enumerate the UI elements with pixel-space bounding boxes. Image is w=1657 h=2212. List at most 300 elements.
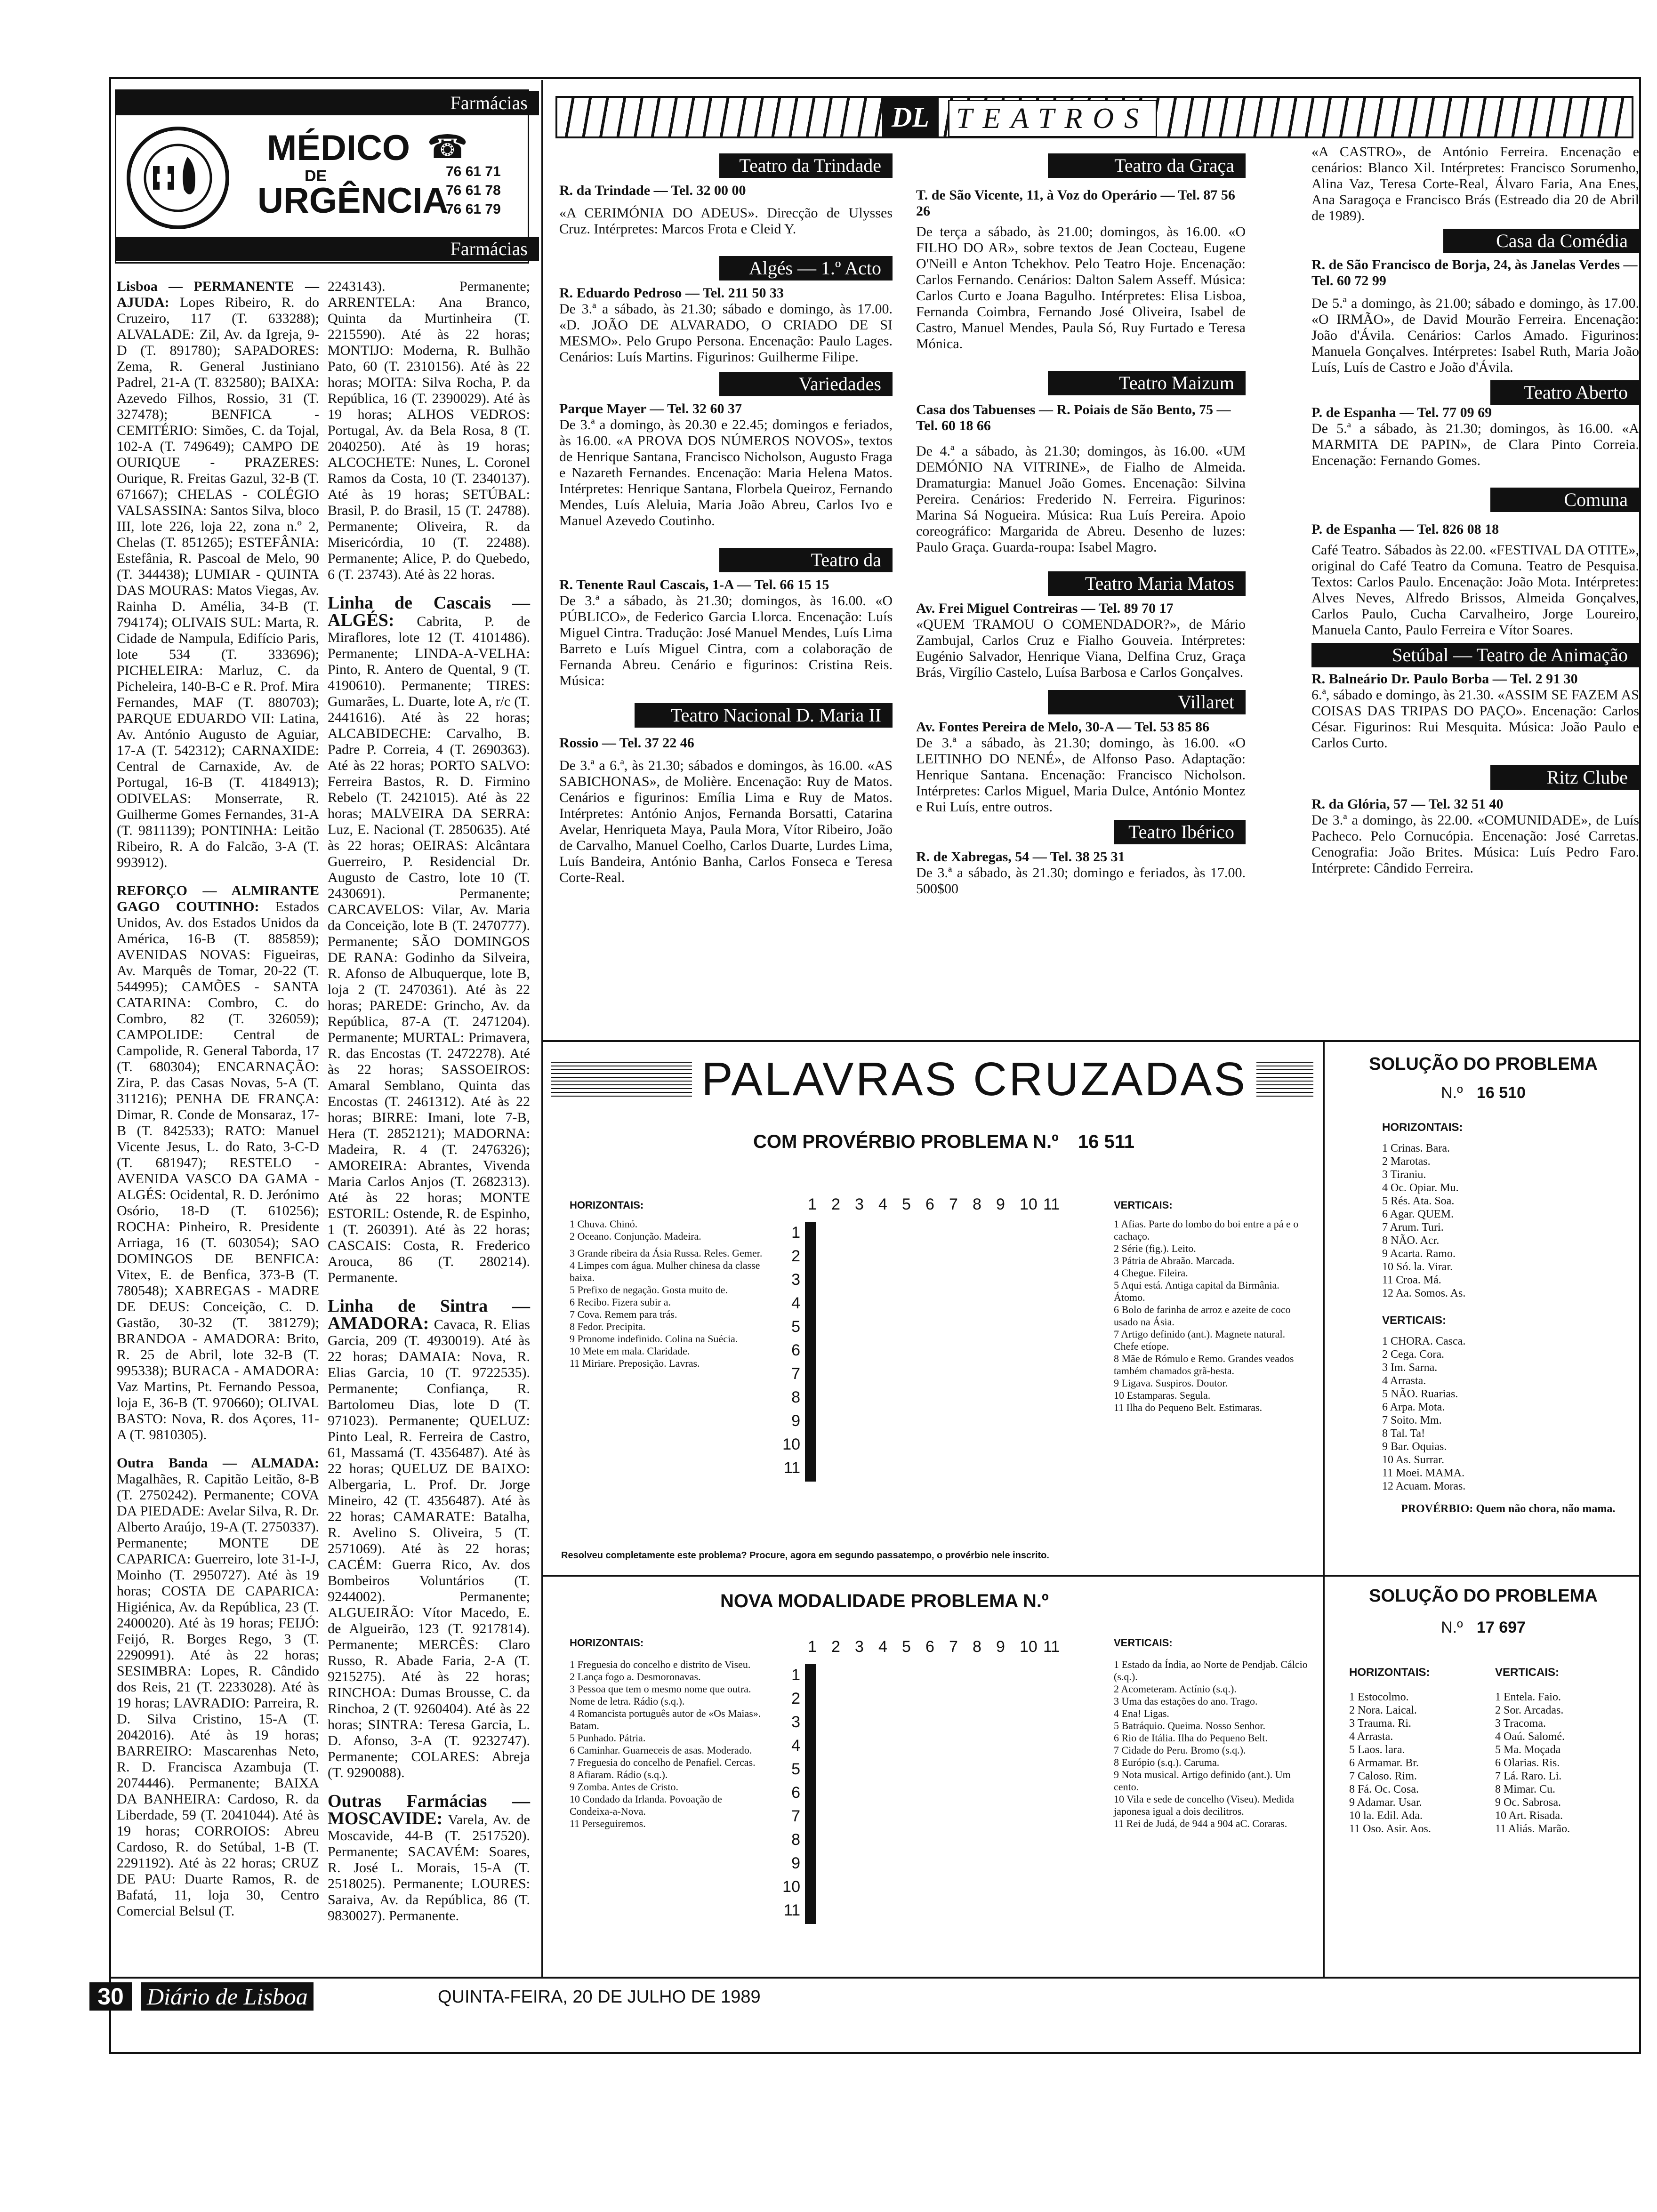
theatre-listing <box>916 690 1246 815</box>
theatre-address: Rossio — Tel. 37 22 46 <box>559 735 694 751</box>
grid-col-number: 6 <box>925 1638 934 1656</box>
grid-row <box>805 1363 816 1387</box>
clue: 11 Rei de Judá, de 944 a 904 aC. Coraras. <box>1114 1818 1287 1829</box>
theatre-address: R. Eduardo Pedroso — Tel. 211 50 33 <box>559 285 784 301</box>
clue: 1 Freguesia do concelho e distrito de Viseu. <box>570 1659 751 1670</box>
theatre-header: Casa da Comédia <box>1443 229 1639 253</box>
theatre-address: R. da Glória, 57 — Tel. 32 51 40 <box>1311 796 1504 812</box>
clue: 5 Prefixo de negação. Gosta muito de. <box>570 1284 728 1296</box>
grid-row-number: 4 <box>791 1294 800 1312</box>
grid-col-number: 5 <box>902 1638 911 1656</box>
grid-row-number: 3 <box>791 1713 800 1731</box>
theatre-listing <box>916 371 1246 555</box>
solution-line: 1 Crinas. Bara. <box>1382 1142 1450 1154</box>
footer-bar <box>109 1977 1641 1979</box>
clue: 3 Uma das estações do ano. Trago. <box>1114 1695 1258 1707</box>
grid-col-number: 11 <box>1043 1638 1060 1656</box>
solution-line: 1 Estocolmo. <box>1349 1691 1409 1703</box>
clue: 5 Punhado. Pátria. <box>570 1732 646 1744</box>
grid-cell[interactable] <box>815 1900 816 1923</box>
clue: 6 Caminhar. Guarneceis de asas. Moderado. <box>570 1744 752 1756</box>
solution-line: 7 Lá. Raro. Li. <box>1495 1770 1562 1782</box>
grid-cell[interactable] <box>815 1434 816 1458</box>
solution-1-number <box>1330 1084 1636 1102</box>
solution-line: 11 Oso. Asir. Aos. <box>1349 1823 1431 1835</box>
theatre-column-3 <box>1311 144 1639 876</box>
crossword-1-footer: Resolveu completamente este problema? Procure, agora em segundo passatempo, o provérbio nele inscrito. <box>561 1550 1049 1561</box>
clue: 10 Estamparas. Segula. <box>1114 1389 1211 1401</box>
column-divider <box>541 80 543 1977</box>
theatre-listing <box>1311 643 1639 751</box>
grid-row <box>805 1735 816 1759</box>
theatre-body: De 3.ª a sábado, às 21.30; sábado e domingo, às 17.00. «D. JOÃO DE ALVARADO, O CRIADO DE SI MESMO». Pelo Grupo Persona. Encenação: Paulo Lages. Cenários: Luís Martins. Figurinos: Guilherme Filipe. <box>559 301 893 365</box>
solution-1-verticals <box>1382 1314 1636 1493</box>
solution-heading: HORIZONTAIS: <box>1349 1666 1430 1679</box>
teatros-title: TEATROS <box>948 100 1157 137</box>
grid-row <box>805 1246 816 1269</box>
grid-cell[interactable] <box>815 1363 816 1387</box>
solution-line: 6 Armamar. Br. <box>1349 1757 1419 1769</box>
grid-row-number: 6 <box>791 1341 800 1359</box>
clue: 11 Perseguiremos. <box>570 1818 646 1829</box>
theatre-address: R. de Xabregas, 54 — Tel. 38 25 31 <box>916 849 1125 865</box>
crossword-divider <box>543 1575 1640 1577</box>
theatre-address: Parque Mayer — Tel. 32 60 37 <box>559 401 742 417</box>
grid-row <box>805 1900 816 1923</box>
clue: 8 Afiaram. Rádio (s.q.). <box>570 1769 668 1780</box>
theatre-body: 6.ª, sábado e domingo, às 21.30. «ASSIM SE FAZEM AS COISAS DAS TRIPAS DO PAÇO». Encenação: Carlos César. Figurinos: Rui Mesquita. Música: João Paulo e Carlos Curto. <box>1311 687 1639 751</box>
grid-col-number: 4 <box>878 1195 887 1213</box>
proverb-text: Quem não chora, não mama. <box>1476 1503 1616 1515</box>
solution-line: 10 Só. la. Virar. <box>1382 1261 1453 1273</box>
theatre-address: Av. Frei Miguel Contreiras — Tel. 89 70 17 <box>916 601 1174 616</box>
grid-row <box>805 1458 816 1481</box>
solution-line: 10 Art. Risada. <box>1495 1810 1563 1822</box>
crossword-1-vertical-clues <box>1114 1199 1311 1414</box>
grid-cell[interactable] <box>815 1712 816 1735</box>
grid-row <box>805 1387 816 1411</box>
solution-line: 10 As. Surrar. <box>1382 1454 1444 1466</box>
grid-row <box>805 1853 816 1876</box>
grid-row-number: 2 <box>791 1690 800 1707</box>
clue: 3 Pátria de Abraão. Marcada. <box>1114 1255 1235 1266</box>
theatre-header: Teatro Nacional D. Maria II <box>635 703 893 728</box>
theatre-listing <box>1311 380 1639 469</box>
grid-row <box>805 1411 816 1434</box>
solution-line: 3 Im. Sarna. <box>1382 1362 1438 1374</box>
pharmacy-column-1 <box>117 279 319 1920</box>
theatre-header: Teatro Maizum <box>1048 371 1246 395</box>
grid-row-number: 1 <box>791 1666 800 1684</box>
solution-heading: HORIZONTAIS: <box>1382 1121 1463 1134</box>
solution-line: 7 Arum. Turi. <box>1382 1221 1444 1234</box>
solution-heading: VERTICAIS: <box>1382 1314 1447 1327</box>
grid-col-number: 8 <box>973 1195 981 1213</box>
proverb-label: PROVÉRBIO: <box>1401 1503 1473 1515</box>
theatre-listing <box>916 820 1246 897</box>
grid-col-number: 9 <box>996 1195 1005 1213</box>
grid-col-number: 5 <box>902 1195 911 1213</box>
crossword-2-grid[interactable] <box>805 1664 816 1924</box>
clue: 4 Chegue. Fileira. <box>1114 1267 1188 1279</box>
theatre-listing <box>916 571 1246 681</box>
clue: 9 Nota musical. Artigo definido (ant.). Um cento. <box>1114 1769 1291 1793</box>
pharmacy-section-outra-banda: Outra Banda — ALMADA: Magalhães, R. Capitão Leitão, 8-B (T. 2750242). Permanente; COVA DA PIEDADE: Avelar Silva, R. Dr. Alberto Araújo, 19-A (T. 2750337). Permanente; MONTE DE CAPARICA: Guerreiro, lote 31-I-J, Moinho (T. 2950727). Até às 19 horas; COSTA DE CAPARICA: Higiénica, Av. da República, 23 (T. 2400020). Até às 19 horas; FEIJÓ: Feijó, R. Borges Rego, 3 (T. 2290991). Até às 22 horas; SESIMBRA: Lopes, R. Cândido dos Reis, 21 (T. 2233028). Até às 19 horas; LAVRADIO: Parreira, R. D. Silva Cristino, 15-A (T. 2042016). Até às 19 horas; BARREIRO: Mascarenhas Neto, R. D. Francisca Azambuja (T. 2074446). Permanente; BAIXA DA BANHEIRA: Cardoso, R. da Liberdade, 59 (T. 2041044). Até às 19 horas; CORROIOS: Abreu Cardoso, R. do Setúbal, 1-B (T. 2291192). Até às 22 horas; CRUZ DE PAU: Duarte Ramos, R. de Bafatá, 11, loja 30, Centro Comercial Belsul (T. <box>117 1455 319 1919</box>
theatre-listing <box>916 153 1246 352</box>
clinic-seal <box>124 124 232 232</box>
grid-col-number: 3 <box>855 1195 864 1213</box>
grid-cell[interactable] <box>815 1246 816 1269</box>
solution-line: 9 Oc. Sabrosa. <box>1495 1796 1561 1809</box>
theatre-listing <box>559 256 893 365</box>
clue: 9 Ligava. Suspiros. Doutor. <box>1114 1377 1228 1389</box>
clue: 8 Fedor. Precipita. <box>570 1321 646 1332</box>
pharmacy-section-reforco: REFORÇO — ALMIRANTE GAGO COUTINHO: Estados Unidos, Av. dos Estados Unidos da América, 16-B (T. 885859); AVENIDAS NOVAS: Figueiras, Av. Marquês de Tomar, 20-22 (T. 544995); CAMÕES - SANTA CATARINA: Combro, C. do Combro, 82 (T. 326059); CAMPOLIDE: Central de Campolide, R. General Taborda, 17 (T. 680304); ENCARNAÇÃO: Zira, P. das Casas Novas, 5-A (T. 311216); PENHA DE FRANÇA: Dimar, R. Conde de Monsaraz, 17-B (T. 842533); RATO: Manuel Vicente Jesus, L. do Rato, 3-C-D (T. 681947); RESTELO - AVENIDA VASCO DA GAMA - ALGÉS: Ocidental, R. D. Jerónimo Osório, 18-D (T. 610256); ROCHA: Pinheiro, R. Presidente Arriaga, 16 (T. 603054); SAO DOMINGOS DE BENFICA: Vitex, E. de Benfica, 373-B (T. 780548); XABREGAS - MADRE DE DEUS: Conceição, C. D. Gastão, 30-32 (T. 381279); BRANDOA - AMADORA: Brito, R. 25 de Abril, lote 32-B (T. 995338); BURACA - AMADORA: Vaz Martins, Pt. Fernando Pessoa, loja E, 36-B (T. 970660); OLIVAL BASTO: Nova, R. dos Açores, 11-A (T. 9810305). <box>117 883 319 1443</box>
solution-heading: VERTICAIS: <box>1495 1666 1560 1679</box>
theatre-body: «QUEM TRAMOU O COMENDADOR?», de Mário Zambujal, Carlos Cruz e Fialho Gouveia. Intérpretes: Eugénio Salvador, Henrique Viana, Delfina Cruz, Graça Brás, Virgílio Castelo, Luísa Barbosa e Carlos Gonçalves. <box>916 617 1246 680</box>
crossword-2-horizontal-clues <box>570 1637 767 1830</box>
grid-row-number: 2 <box>791 1247 800 1265</box>
clue: 6 Recibo. Fizera subir a. <box>570 1296 671 1308</box>
crossword-1-horizontal-clues <box>570 1199 767 1370</box>
grid-col-number: 2 <box>831 1195 840 1213</box>
teatros-banner <box>555 96 1633 138</box>
grid-cell[interactable] <box>815 1759 816 1782</box>
solution-line: 2 Sor. Arcadas. <box>1495 1704 1564 1716</box>
theatre-listing <box>1311 488 1639 638</box>
solution-line: 3 Tracoma. <box>1495 1717 1546 1730</box>
grid-row-number: 1 <box>791 1224 800 1242</box>
issue-date: QUINTA-FEIRA, 20 DE JULHO DE 1989 <box>438 1987 761 2007</box>
clue: 2 Série (fig.). Leito. <box>1114 1242 1196 1254</box>
grid-row-number: 4 <box>791 1737 800 1755</box>
solution-line: 9 Bar. Oquias. <box>1382 1441 1447 1453</box>
grid-cell[interactable] <box>815 1411 816 1434</box>
clue: 4 Ena! Ligas. <box>1114 1707 1169 1719</box>
theatre-address: R. de São Francisco de Borja, 24, às Janelas Verdes — Tel. 60 72 99 <box>1311 257 1638 289</box>
grid-row <box>805 1316 816 1340</box>
solution-2-title: SOLUÇÃO DO PROBLEMA <box>1369 1586 1598 1606</box>
clue: 1 Estado da Índia, ao Norte de Pendjab. Cálcio (s.q.). <box>1114 1659 1308 1683</box>
theatre-body: «A CERIMÓNIA DO ADEUS». Direcção de Ulysses Cruz. Intérpretes: Marcos Frota e Cleid Y. <box>559 205 893 237</box>
clue: 7 Cidade do Peru. Bromo (s.q.). <box>1114 1744 1246 1756</box>
solution-line: 10 la. Edil. Ada. <box>1349 1810 1423 1822</box>
grid-row <box>805 1782 816 1806</box>
theatre-address: P. de Espanha — Tel. 826 08 18 <box>1311 521 1499 537</box>
grid-row <box>805 1434 816 1458</box>
crossword-1-title <box>753 1131 1134 1153</box>
grid-cell[interactable] <box>815 1806 816 1829</box>
number-value: 16 510 <box>1476 1084 1526 1102</box>
theatre-listing <box>1311 765 1639 876</box>
solution-2-number <box>1330 1619 1636 1637</box>
clue: 4 Romancista português autor de «Os Maias». Batam. <box>570 1707 761 1731</box>
theatre-body: De 4.ª a sábado, às 21.30; domingos, às 16.00. «UM DEMÓNIO NA VITRINE», de Fialho de Almeida. Dramaturgia: Manuel João Gomes. Encenação: Silvina Pereira. Cenários: Frederido N. Ferreira. Figurinos: Marina Sá Nogueira. Música: Rua Luís Pereira. Apoio coreográfico: Margarida de Abreu. Desenho de luzes: Paulo Graça. Guarda-roupa: Isabel Magro. <box>916 443 1246 555</box>
grid-row-number: 9 <box>791 1412 800 1430</box>
grid-row-number: 3 <box>791 1271 800 1289</box>
grid-col-number: 10 <box>1020 1195 1038 1213</box>
solution-line: 3 Tiraniu. <box>1382 1169 1426 1181</box>
crossword-1-title-text: COM PROVÉRBIO PROBLEMA N.º <box>753 1131 1059 1152</box>
solution-line: 4 Oaú. Salomé. <box>1495 1731 1565 1743</box>
solution-line: 1 Entela. Faio. <box>1495 1691 1561 1703</box>
solution-line: 4 Arrasta. <box>1382 1375 1426 1387</box>
solution-line: 5 Ma. Moçada <box>1495 1744 1561 1756</box>
pharmacy-column-2 <box>328 279 530 1925</box>
clue-heading: VERTICAIS: <box>1114 1637 1173 1649</box>
grid-row <box>805 1222 816 1246</box>
solution-line: 6 Olarias. Ris. <box>1495 1757 1560 1769</box>
solution-line: 8 Tal. Ta! <box>1382 1427 1425 1440</box>
grid-col-number: 11 <box>1043 1195 1060 1213</box>
solution-line: 5 NÃO. Ruarias. <box>1382 1388 1458 1400</box>
solution-line: 3 Trauma. Ri. <box>1349 1717 1412 1730</box>
clue: 2 Oceano. Conjunção. Madeira. <box>570 1230 701 1242</box>
solution-line: 12 Aa. Somos. As. <box>1382 1287 1466 1299</box>
grid-row <box>805 1269 816 1293</box>
grid-row <box>805 1293 816 1316</box>
grid-row-number: 8 <box>791 1388 800 1406</box>
theatre-header: Algés — 1.º Acto <box>719 256 893 281</box>
theatre-header: Teatro Aberto <box>1490 380 1639 405</box>
grid-cell[interactable] <box>815 1458 816 1481</box>
solution-2-horizontals <box>1349 1666 1490 1835</box>
palavras-cruzadas-banner <box>551 1050 1313 1106</box>
solution-line: 9 Acarta. Ramo. <box>1382 1248 1456 1260</box>
theatre-body: De terça a sábado, às 21.00; domingos, às 16.00. «O FILHO DO AR», sobre textos de Jean Cocteau, Eugene O'Neill e Anton Tchekhov. Pelo Teatro Hoje. Encenação: Carlos Fernando. Cenários: Dalton Salem Asseff. Música: Carlos Curto e Joana Bagulho. Intérpretes: Elisa Lisboa, Fernanda Coimbra, Fernando José Oliveira, Isabel de Castro, Manuel Mendes, Paula Só, Ruy Furtado e Teresa Mónica. <box>916 224 1246 352</box>
banner-title: PALAVRAS CRUZADAS <box>692 1052 1256 1106</box>
clue: 8 Mãe de Rómulo e Remo. Grandes veados também chamados grã-besta. <box>1114 1353 1294 1377</box>
grid-row-number: 10 <box>782 1878 800 1896</box>
grid-cell[interactable] <box>815 1735 816 1759</box>
clue: 9 Pronome indefinido. Colina na Suécia. <box>570 1333 738 1345</box>
grid-row <box>805 1712 816 1735</box>
grid-row-number: 10 <box>782 1435 800 1453</box>
clue: 10 Mete em mala. Claridade. <box>570 1345 690 1357</box>
solution-line: 11 Croa. Má. <box>1382 1274 1441 1286</box>
solution-line: 2 Cega. Cora. <box>1382 1348 1444 1361</box>
urgencia-phone-2: 76 61 78 <box>446 183 501 198</box>
crossword-1-number: 16 511 <box>1078 1131 1134 1152</box>
crossword-1-grid[interactable] <box>805 1222 816 1482</box>
crossword-1-col-numbers <box>808 1195 1097 1214</box>
medico-box <box>115 89 529 264</box>
clue: 6 Rio de Itália. Ilha do Pequeno Belt. <box>1114 1732 1268 1744</box>
solution-line: 2 Nora. Laical. <box>1349 1704 1417 1716</box>
solution-line: 12 Acuam. Moras. <box>1382 1480 1466 1492</box>
theatre-column-1 <box>559 153 893 886</box>
clue: 7 Freguesia do concelho de Penafiel. Cercas. <box>570 1756 756 1768</box>
clue: 6 Bolo de farinha de arroz e azeite de coco usado na Ásia. <box>1114 1304 1291 1328</box>
grid-cell[interactable] <box>815 1316 816 1340</box>
theatre-address: R. Tenente Raul Cascais, 1-A — Tel. 66 15 15 <box>559 577 829 593</box>
crossword-2-title: NOVA MODALIDADE PROBLEMA N.º <box>720 1591 1049 1611</box>
theatre-address: R. Balneário Dr. Paulo Borba — Tel. 2 91 30 <box>1311 671 1578 687</box>
grid-cell[interactable] <box>815 1876 816 1900</box>
solution-line: 5 Laos. lara. <box>1349 1744 1405 1756</box>
theatre-listing <box>559 548 893 689</box>
clue: 11 Ilha do Pequeno Belt. Estimaras. <box>1114 1402 1263 1413</box>
clue: 1 Afias. Parte do lombo do boi entre a pá e o cachaço. <box>1114 1218 1299 1242</box>
theatre-header: Teatro Ibérico <box>1114 820 1246 844</box>
grid-row-number: 6 <box>791 1784 800 1802</box>
clue: 2 Lança fogo a. Desmoronavas. <box>570 1671 701 1683</box>
theatre-body: De 5.ª a domingo, às 21.00; sábado e domingo, às 17.00. «O IRMÃO», de David Mourão Ferreira. Encenação: João d'Ávila. Cenários: Carlos Amado. Figurinos: Manuela Gonçalves. Intérpretes: Isabel Ruth, Maria João Luís, Luís de Castro e João d'Ávila. <box>1311 296 1639 375</box>
theatre-body: De 3.ª a sábado, às 21.30; domingo e feriados, às 17.00. 500$00 <box>916 865 1246 897</box>
grid-row <box>805 1829 816 1853</box>
grid-cell[interactable] <box>815 1387 816 1411</box>
solution-2 <box>1330 1586 1636 1835</box>
grid-row <box>805 1759 816 1782</box>
theatre-body: De 3.ª a domingo, às 20.30 e 22.45; domingos e feriados, às 16.00. «A PROVA DOS NÚMEROS NOVOS», textos de Henrique Santana, Francisco Nicholson, Augusto Fraga e Nazareth Fernandes. Encenação: Maria Helena Matos. Intérpretes: Henrique Santana, Florbela Queiroz, Fernando Mendes, Luís Aleluia, Maria João Abreu, Carlos Ivo e Manuel Azevedo Coutinho. <box>559 417 893 529</box>
theatre-body: De 3.ª a sábado, às 21.30; domingos, às 16.00. «O PÚBLICO», de Federico Garcia Llorca. Encenação: Luís Miguel Cintra. Tradução: José Manuel Mendes, Luís Lima Barreto e Luís Miguel Cintra, com a colaboração de Fernanda Abreu. Cenário e figurinos: Cristina Reis. Música: <box>559 593 893 689</box>
pharmacy-section-outras: Outras Farmácias — MOSCAVIDE: Varela, Av. de Moscavide, 44-B (T. 2517520). Permanente; SACAVÉM: Soares, R. José L. Morais, 15-A (T. 2518025). Permanente; LOURES: Saraiva, Av. da República, 86 (T. 9830027). Permanente. <box>328 1791 530 1923</box>
crossword-2-vertical-clues <box>1114 1637 1311 1830</box>
theatre-body: «A CASTRO», de António Ferreira. Encenação e cenários: Blanco Xil. Intérpretes: Francisco Sorumenho, Alina Vaz, Teresa Corte-Real, Álvaro Faria, Ana Enes, Ana Saragoça e Francisco Brás (Estreado dia 20 de Abril de 1989). <box>1311 144 1639 224</box>
grid-cell[interactable] <box>815 1853 816 1876</box>
theatre-address: T. de São Vicente, 11, à Voz do Operário — Tel. 87 56 26 <box>916 187 1235 219</box>
grid-row-number: 5 <box>791 1760 800 1778</box>
theatre-listing <box>1311 144 1639 224</box>
theatre-listing <box>559 703 893 886</box>
theatre-address: Av. Fontes Pereira de Melo, 30-A — Tel. 53 85 86 <box>916 719 1209 735</box>
grid-col-number: 9 <box>996 1638 1005 1656</box>
solution-line: 6 Agar. QUEM. <box>1382 1208 1454 1220</box>
grid-cell[interactable] <box>815 1782 816 1806</box>
theatre-header: Comuna <box>1490 488 1639 512</box>
theatre-header: Variedades <box>719 372 893 396</box>
farmacias-header: Farmácias <box>116 91 539 115</box>
grid-row <box>805 1688 816 1712</box>
clue: 7 Cova. Remem para trás. <box>570 1308 677 1320</box>
clue: 1 Chuva. Chinó. <box>570 1218 638 1230</box>
theatre-header: Teatro Maria Matos <box>1048 571 1246 596</box>
solution-2-verticals <box>1495 1666 1632 1835</box>
grid-row-number: 11 <box>783 1901 800 1919</box>
urgencia-title: URGÊNCIA <box>257 181 449 221</box>
solution-line: 7 Soito. Mm. <box>1382 1414 1442 1427</box>
solution-1-proverb <box>1401 1502 1636 1515</box>
solution-line: 8 Mimar. Cu. <box>1495 1783 1556 1795</box>
solution-divider <box>1323 1042 1325 1977</box>
clue: 11 Miriare. Preposição. Lavras. <box>570 1357 700 1369</box>
solution-line: 11 Aliás. Marão. <box>1495 1823 1570 1835</box>
grid-col-number: 10 <box>1020 1638 1038 1656</box>
theatre-header: Teatro da Trindade <box>719 153 893 178</box>
pharmacy-section-continued: 2243143). Permanente; ARRENTELA: Ana Branco, Quinta da Murtinheira (T. 2215590). Até às 22 horas; MONTIJO: Moderna, R. Bulhão Pato, 60 (T. 2310156). Até às 22 horas; MOITA: Silva Rocha, P. da República, 16 (T. 2390029). Até às 19 horas; ALHOS VEDROS: Portugal, Av. da Bela Rosa, 8 (T. 2040250). Até às 19 horas; ALCOCHETE: Nunes, L. Coronel Ramos da Costa, 10 (T. 2340137). Até às 19 horas; SETÚBAL: Brasil, P. do Brasil, 15 (T. 24788). Permanente; Oliveira, R. da Misericórdia, 10 (T. 22488). Permanente; Alice, P. do Quebedo, 6 (T. 23743). Até às 22 horas. <box>328 279 530 582</box>
theatre-address: R. da Trindade — Tel. 32 00 00 <box>559 183 746 198</box>
solution-line: 4 Arrasta. <box>1349 1731 1393 1743</box>
grid-row-number: 7 <box>791 1365 800 1383</box>
grid-row-number: 8 <box>791 1831 800 1849</box>
clue-heading: HORIZONTAIS: <box>570 1637 644 1649</box>
clue: 9 Zomba. Antes de Cristo. <box>570 1781 678 1793</box>
grid-cell[interactable] <box>815 1340 816 1363</box>
solution-line: 4 Oc. Opiar. Mu. <box>1382 1182 1459 1194</box>
grid-cell[interactable] <box>815 1269 816 1293</box>
solution-line: 8 NÃO. Acr. <box>1382 1234 1440 1247</box>
grid-cell[interactable] <box>815 1829 816 1853</box>
clue-heading: HORIZONTAIS: <box>570 1199 644 1211</box>
theatre-body: De 3.ª a sábado, às 21.30; domingo, às 16.00. «O LEITINHO DO NENÉ», de Alfonso Paso. Adaptação: Henrique Santana. Encenação: Francisco Nicholson. Intérpretes: Carlos Miguel, Maria Dulce, António Montez e Rui Luís, entre outros. <box>916 735 1246 815</box>
theatre-address: P. de Espanha — Tel. 77 09 69 <box>1311 405 1492 420</box>
theatre-listing <box>559 372 893 529</box>
theatre-body: De 3.ª a 6.ª, às 21.30; sábados e domingos, às 16.00. «AS SABICHONAS», de Molière. Encenação: Ruy de Matos. Cenários e figurinos: Emília Lima e Ruy de Matos. Intérpretes: António Anjos, Fernanda Borsatti, Catarina Avelar, Henriqueta Maya, Paula Mora, Vítor Ribeiro, João de Carvalho, Manuel Coelho, Carlos Duarte, Lurdes Lima, Luís Bandeira, António Banha, Carlos Fonseca e Teresa Corte-Real. <box>559 758 893 885</box>
clue: 3 Pessoa que tem o mesmo nome que outra. Nome de letra. Rádio (s.q.). <box>570 1683 751 1707</box>
grid-col-number: 3 <box>855 1638 864 1656</box>
dl-logo: DL <box>882 98 939 136</box>
grid-row <box>805 1876 816 1900</box>
pharmacy-section-cascais: Linha de Cascais — ALGÉS: Cabrita, P. de Miraflores, lote 12 (T. 4101486). Permanente; LINDA-A-VELHA: Pinto, R. Antero de Quental, 9 (T. 4190610). Permanente; TIRES: Gumarães, L. Duarte, lote A, r/c (T. 2441616). Até às 22 horas; ALCABIDECHE: Carvalho, B. Padre P. Correia, 4 (T. 2690363). Até às 22 horas; PORTO SALVO: Ferreira Bastos, R. D. Firmino Rebelo (T. 2421015). Até às 22 horas; MALVEIRA DA SERRA: Luz, E. Nacional (T. 2850635). Até às 22 horas; OEIRAS: Alcântara Guerreiro, P. Residencial Dr. Augusto de Castro, lote 10 (T. 2430691). Permanente; CARCAVELOS: Vilar, Av. Maria da Conceição, lote B (T. 2470777). Permanente; SÃO DOMINGOS DE RANA: Godinho da Silveira, R. Afonso de Albuquerque, lote B, loja 2 (T. 2470361). Até às 22 horas; PAREDE: Grincho, Av. da República, 87-A (T. 2471204). Permanente; MURTAL: Primavera, R. das Encostas (T. 2472278). Até às 22 horas; SASSOEIROS: Amaral Semblano, Quinta das Encostas (T. 2461312). Até às 22 horas; BIRRE: Imani, lote 7-B, Hera (T. 2852121); MADORNA: Madeira, R. 4 (T. 2476326); AMOREIRA: Abrantes, Vivenda Maria Carlos Anjos (T. 2682313). Até às 22 horas; MONTE ESTORIL: Ostende, R. de Espinho, 1 (T. 260391). Até às 22 horas; CASCAIS: Costa, R. Frederico Arouca, 86 (T. 280214). Permanente. <box>328 593 530 1285</box>
grid-col-number: 1 <box>808 1195 817 1213</box>
phone-icon: ☎ <box>427 129 468 166</box>
solution-line: 7 Caloso. Rim. <box>1349 1770 1417 1782</box>
grid-cell[interactable] <box>815 1665 816 1688</box>
grid-col-number: 8 <box>973 1638 981 1656</box>
grid-cell[interactable] <box>815 1293 816 1316</box>
clue: 4 Limpes com água. Mulher chinesa da classe baixa. <box>570 1259 760 1283</box>
solution-line: 11 Moei. MAMA. <box>1382 1467 1465 1479</box>
pharmacy-section-lisboa: Lisboa — PERMANENTE — AJUDA: Lopes Ribeiro, R. do Cruzeiro, 117 (T. 633288); ALVALADE: Zil, Av. da Igreja, 9-D (T. 891780); SAPADORES: Zema, R. General Justiniano Padrel, 21-A (T. 832580); BAIXA: Azevedo Filhos, Rossio, 31 (T. 327478); BENFICA - CEMITÉRIO: Simões, C. da Tojal, 102-A (T. 749649); CAMPO DE OURIQUE - PRAZERES: Ourique, R. Freitas Gazul, 32-B (T. 671667); CHELAS - COLÉGIO VALSASSINA: Santos Silva, bloco III, lote 226, loja 22, zona n.º 2, Chelas (T. 851265); ESTEFÂNIA: Estefânia, R. Pascoal de Melo, 90 (T. 344438); LUMIAR - QUINTA DAS MOURAS: Matos Viegas, Av. Rainha D. Amélia, 34-B (T. 794174); OLIVAIS SUL: Marta, R. Cidade de Nampula, Edifício Paris, lote 534 (T. 333696); PICHELEIRA: Marluz, C. da Picheleira, 140-B-C e R. Prof. Mira Fernandes, MAF (T. 880703); PARQUE EDUARDO VII: Latina, Av. António Augusto de Aguiar, 17-A (T. 542312); CARNAXIDE: Central de Carnaxide, Av. de Portugal, 16-B (T. 4184913); ODIVELAS: Monserrate, R. Guilherme Gomes Fernandes, 31-A (T. 9811139); PONTINHA: Leitão Ribeiro, R. A do Falcão, 3-A (T. 993912). <box>117 279 319 870</box>
grid-row-number: 11 <box>783 1459 800 1477</box>
page-number: 30 <box>89 1982 132 2011</box>
grid-cell[interactable] <box>815 1222 816 1246</box>
grid-col-number: 7 <box>949 1195 958 1213</box>
solution-line: 9 Adamar. Usar. <box>1349 1796 1422 1809</box>
theatre-header: Ritz Clube <box>1490 765 1639 790</box>
farmacias-header-2: Farmácias <box>116 237 539 261</box>
grid-cell[interactable] <box>815 1688 816 1712</box>
theatre-address: Casa dos Tabuenses — R. Poiais de São Bento, 75 — Tel. 60 18 66 <box>916 402 1231 433</box>
grid-col-number: 2 <box>831 1638 840 1656</box>
grid-col-number: 4 <box>878 1638 887 1656</box>
solution-line: 2 Marotas. <box>1382 1155 1431 1168</box>
urgencia-phone-1: 76 61 71 <box>446 164 501 179</box>
theatre-column-2 <box>916 153 1246 897</box>
theatre-header: Villaret <box>1048 690 1246 714</box>
solution-1 <box>1330 1054 1636 1515</box>
clue: 2 Acometeram. Actínio (s.q.). <box>1114 1683 1237 1695</box>
grid-row <box>805 1340 816 1363</box>
grid-row <box>805 1806 816 1829</box>
clue: 10 Condado da Irlanda. Povoação de Condeixa-a-Nova. <box>570 1793 722 1817</box>
clue: 5 Aqui está. Antiga capital da Birmânia. Átomo. <box>1114 1279 1279 1303</box>
theatre-body: De 5.ª a sábado, às 21.30; domingos, às 16.00. «A MARMITA DE PAPIN», de Clara Pinto Correia. Encenação: Fernando Gomes. <box>1311 421 1639 468</box>
grid-row-number: 5 <box>791 1318 800 1336</box>
section-divider <box>543 1040 1640 1042</box>
grid-col-number: 1 <box>808 1638 817 1656</box>
pharmacy-section-sintra: Linha de Sintra — AMADORA: Cavaca, R. Elias Garcia, 209 (T. 4930019). Até às 22 horas; DAMAIA: Nova, R. Elias Garcia, 10 (T. 9722535). Permanente; Confiança, R. Bartolomeu Dias, lote D (T. 971023). Permanente; QUELUZ: Pinto Leal, R. Ferreira de Castro, 61, Massamá (T. 4356487). Até às 22 horas; QUELUZ DE BAIXO: Albergaria, L. Prof. Dr. Jorge Mineiro, 42 (T. 4356487). Até às 22 horas; CAMARATE: Batalha, R. Avelino S. Oliveira, 5 (T. 2571069). Até às 22 horas; CACÉM: Guerra Rico, Av. dos Bombeiros Voluntários (T. 9244002). Permanente; ALGUEIRÃO: Vítor Macedo, E. de Algueirão, 123 (T. 9217814). Permanente; MERCÊS: Claro Russo, R. Abade Faria, 2-A (T. 9215275). Até às 22 horas; RINCHOA: Dumas Brousse, C. da Rinchoa, 2 (T. 9260404). Até às 22 horas; SINTRA: Teresa Garcia, L. D. Afonso, 3-A (T. 9232747). Permanente; COLARES: Abreja (T. 9290088). <box>328 1296 530 1780</box>
clue: 5 Batráquio. Queima. Nosso Senhor. <box>1114 1720 1266 1731</box>
solution-line: 8 Fá. Oc. Cosa. <box>1349 1783 1419 1795</box>
theatre-listing <box>1311 229 1639 376</box>
grid-col-number: 6 <box>925 1195 934 1213</box>
theatre-header: Setúbal — Teatro de Animação <box>1311 643 1639 667</box>
theatre-listing <box>559 153 893 237</box>
clue: 10 Vila e sede de concelho (Viseu). Medida japonesa igual a dois decilitros. <box>1114 1793 1295 1817</box>
grid-row-number: 9 <box>791 1854 800 1872</box>
urgencia-phone-3: 76 61 79 <box>446 201 501 217</box>
solution-line: 5 Rés. Ata. Soa. <box>1382 1195 1455 1207</box>
solution-1-horizontals <box>1382 1121 1636 1300</box>
grid-col-number: 7 <box>949 1638 958 1656</box>
solution-1-title: SOLUÇÃO DO PROBLEMA <box>1369 1054 1598 1074</box>
theatre-header: Teatro da Graça <box>1048 153 1246 178</box>
number-label: N.º <box>1441 1084 1463 1102</box>
medico-de: DE <box>305 167 327 185</box>
clue: 7 Artigo definido (ant.). Magnete natural. Chefe etíope. <box>1114 1328 1286 1352</box>
solution-line: 6 Arpa. Mota. <box>1382 1401 1445 1413</box>
